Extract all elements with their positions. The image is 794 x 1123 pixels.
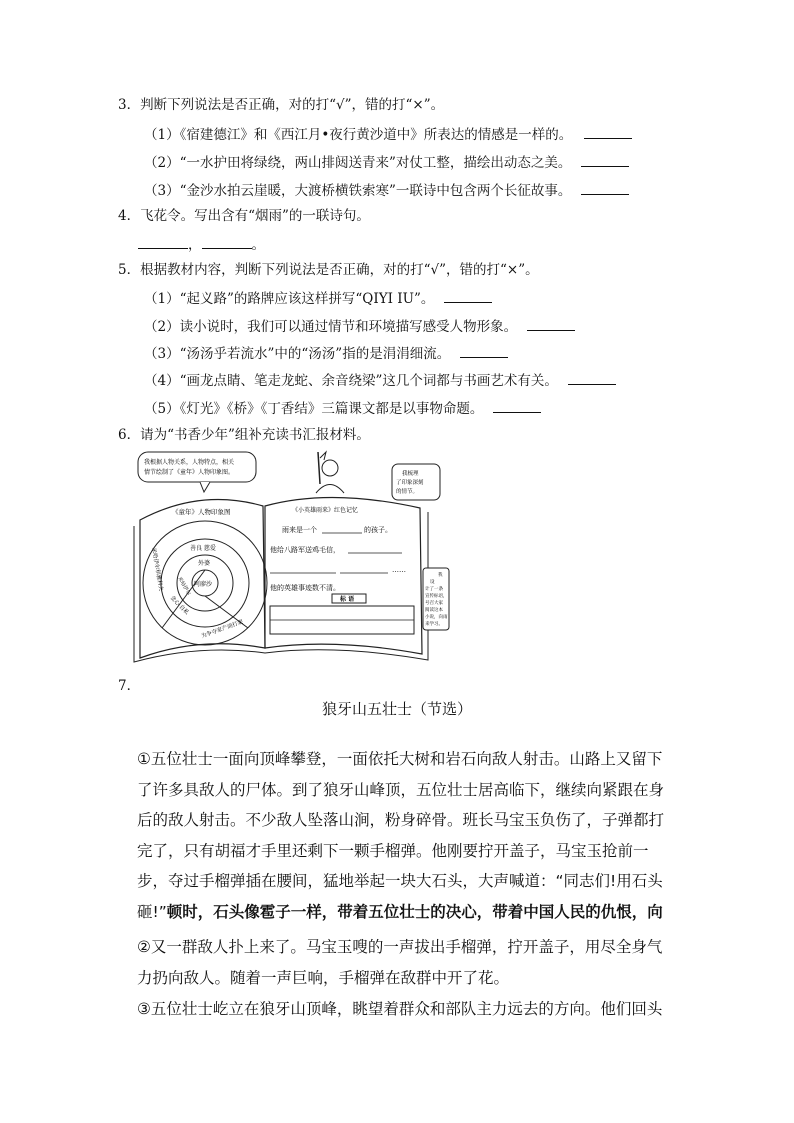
answer-blank[interactable] xyxy=(581,152,629,167)
q5-item-3 xyxy=(144,343,508,364)
answer-blank[interactable] xyxy=(568,370,616,385)
q3-item-1-text: （1）《宿建德江》和《西江月•夜行黄沙道中》所表达的情感是一样的。 xyxy=(144,127,573,143)
right-line-3-end: …… xyxy=(392,566,406,574)
q7-number: 7． xyxy=(118,678,141,694)
q5-stem: 5．根据教材内容，判断下列说法是否正确，对的打“√”，错的打“×”。 xyxy=(118,262,539,278)
note-line-8: 来学习。 xyxy=(425,622,443,627)
bubble-left-line-2: 情节绘制了《童年》人物印象图。 xyxy=(144,469,235,476)
q4-answer-line xyxy=(138,234,265,255)
bubble-right-line-1: 我梳理 xyxy=(402,471,419,477)
q5-item-1-text: （1）“起义路”的路牌应该这样拼写“QIYI IU”。 xyxy=(144,291,435,307)
reading-report-figure xyxy=(130,448,450,663)
answer-blank[interactable] xyxy=(493,398,541,413)
right-line-1a: 雨来是一个 xyxy=(282,526,317,534)
note-line-4: 宣传标语， xyxy=(425,594,448,599)
ring-mid-label: 外婆 xyxy=(198,560,211,567)
q3-item-2 xyxy=(144,152,629,173)
q5-item-5 xyxy=(144,398,541,419)
answer-blank-2[interactable] xyxy=(202,234,252,249)
left-page-title: 《童年》人物印象图 xyxy=(172,508,231,516)
ring-left2-label: 米哈伊尔 xyxy=(176,576,192,597)
answer-blank[interactable] xyxy=(581,180,629,195)
reader-illustration xyxy=(316,452,344,493)
q3-item-3 xyxy=(144,180,629,201)
p1-bold-sentence: 顿时，石头像雹子一样，带着五位壮士的决心，带着中国人民的仇恨，向 xyxy=(166,902,663,921)
right-line-4: 他的英雄事迹数不清。 xyxy=(270,584,340,592)
right-note-box xyxy=(423,568,449,630)
bubble-left-line-1: 我根据人物关系，人物特点，相关 xyxy=(144,459,235,466)
note-line-7: 小说，向雨 xyxy=(425,615,448,620)
note-line-5: 号召大家 xyxy=(425,601,443,606)
note-line-3: 计了一条 xyxy=(425,587,443,592)
q5-item-4 xyxy=(144,370,616,391)
left-speech-bubble xyxy=(138,452,256,482)
left-bubble-tail xyxy=(200,482,210,492)
comma: ， xyxy=(188,237,202,253)
bubble-right-line-3: 的情节。 xyxy=(396,489,419,495)
q5-item-2-text: （2）读小说时，我们可以通过情节和环境描写感受人物形象。 xyxy=(144,319,518,335)
note-line-6: 阅读这本 xyxy=(425,608,443,613)
passage-paragraph-1 xyxy=(137,744,677,929)
q5-item-1 xyxy=(144,288,492,309)
q5-item-2 xyxy=(144,316,575,337)
q5-item-5-text: （5）《灯光》《桥》《丁香结》三篇课文都是以事物命题。 xyxy=(144,401,484,417)
arc-left-label: 米哈伊尔和雅科夫 xyxy=(150,547,164,592)
ring-top-label: 善良 慈爱 xyxy=(190,545,216,552)
arc-bottom-label: 为争夺家产而打架 xyxy=(200,619,245,640)
right-line-2: 他给八路军送鸡毛信， xyxy=(270,546,340,554)
period: 。 xyxy=(251,237,265,253)
bubble-right-line-2: 了印象深刻 xyxy=(396,480,424,486)
passage-paragraph-2: ②又一群敌人扑上来了。马宝玉嗖的一声拔出手榴弹，拧开盖子，用尽全身气力扔向敌人。随着一声巨响，手榴弹在敌群中开了花。 xyxy=(137,938,663,987)
q3-item-3-text: （3）“金沙水拍云崖暖，大渡桥横铁索寒”一联诗中包含两个长征故事。 xyxy=(144,183,572,199)
note-line-2: 设 xyxy=(430,580,435,585)
q4-stem: 4．飞花令。写出含有“烟雨”的一联诗句。 xyxy=(118,208,370,224)
passage-paragraph-3: ③五位壮士屹立在狼牙山顶峰，眺望着群众和部队主力远去的方向。他们回头 xyxy=(137,1000,663,1018)
answer-blank[interactable] xyxy=(444,288,492,303)
note-line-1: 我 xyxy=(438,573,443,578)
q3-item-1 xyxy=(144,124,632,145)
right-page-title: 《小英雄雨来》红色记忆 xyxy=(292,507,359,514)
answer-blank[interactable] xyxy=(584,124,632,139)
answer-blank[interactable] xyxy=(460,343,508,358)
banner-label: 标 语 xyxy=(340,596,355,603)
passage-title: 狼牙山五壮士（节选） xyxy=(321,700,472,718)
p1-text-a: ①五位壮士一面向顶峰攀登，一面依托大树和岩石向敌人射击。山路上又留下了许多具敌人的尸体。到了狼牙山峰顶，五位壮士居高临下，继续向紧跟在身后的敌人射击。不少敌人坠落山涧，粉身碎骨。班长马宝玉负伤了，子弹都打完了，只有胡福才手里还剩下一颗手榴弹。他刚要拧开盖子，马宝玉抢前一步，夺过手榴弹插在腰间，猛地举起一块大石头，大声喊道：“同志们!用石头砸!” xyxy=(137,750,665,921)
q3-stem: 3．判断下列说法是否正确，对的打“√”，错的打“×”。 xyxy=(118,97,445,113)
answer-blank-1[interactable] xyxy=(138,234,188,249)
center-label: 阿廖沙 xyxy=(194,581,213,588)
right-line-1b: 的孩子。 xyxy=(364,526,392,534)
answer-blank[interactable] xyxy=(527,316,575,331)
ring-left-label: 贪心 自私 xyxy=(168,595,190,617)
q3-item-2-text: （2）“一水护田将绿绕，两山排闼送青来”对仗工整，描绘出动态之美。 xyxy=(144,155,572,171)
q5-item-4-text: （4）“画龙点睛、笔走龙蛇、余音绕梁”这几个词都与书画艺术有关。 xyxy=(144,373,558,389)
q5-item-3-text: （3）“汤汤乎若流水”中的“汤汤”指的是涓涓细流。 xyxy=(144,346,451,362)
q6-stem: 6．请为“书香少年”组补充读书汇报材料。 xyxy=(118,427,370,443)
